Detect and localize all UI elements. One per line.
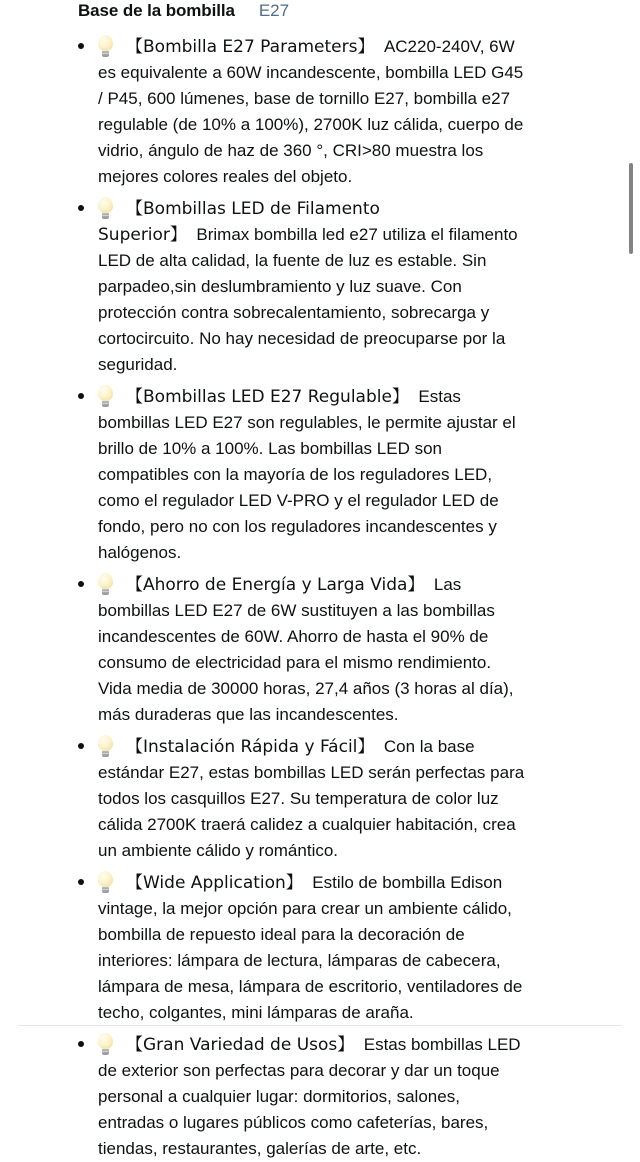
feature-list-item: [0, 734, 640, 864]
feature-title: 【Gran Variedad de Usos】: [126, 1035, 355, 1055]
feature-title: 【Bombillas LED E27 Regulable】: [126, 387, 409, 407]
feature-title: 【Ahorro de Energía y Larga Vida】: [126, 575, 425, 595]
feature-body: Estas bombillas LED E27 son regulables, le permite ajustar el brillo de 10% a 100%. Las bombillas LED son compatibles con la mayoría de los reguladores LED, como el regulador LED V-PRO y el regulador LED de fondo, pero no con los reguladores incandescentes y halógenos.: [98, 387, 516, 562]
feature-body: Brimax bombilla led e27 utiliza el filamento LED de alta calidad, la fuente de luz es estable. Sin parpadeo,sin deslumbramiento y luz suave. Con protección contra sobrecalentamiento, sobrecarga y cortocircuito. No hay necesidad de preocuparse por la seguridad.: [98, 225, 518, 374]
feature-list-item: [0, 34, 640, 190]
vertical-scrollbar[interactable]: [626, 0, 640, 1030]
bullet-point-icon: [78, 393, 84, 399]
bullet-point-icon: [78, 581, 84, 587]
feature-title: 【Bombilla E27 Parameters】: [126, 37, 375, 57]
bullet-point-icon: [78, 879, 84, 885]
feature-list-item: [0, 1032, 640, 1162]
feature-body: Estilo de bombilla Edison vintage, la mejor opción para crear un ambiente cálido, bombilla de repuesto ideal para la decoración de interiores: lámpara de lectura, lámparas de cabecera, lámpara de mesa, lámpara de escritorio, ventiladores de techo, colgantes, mini lámparas de araña.: [98, 873, 523, 1022]
attribute-value-link[interactable]: E27: [258, 1, 290, 20]
feature-title: 【Bombillas LED de Filamento Superior】: [98, 199, 380, 245]
light-bulb-icon: [97, 197, 114, 219]
light-bulb-icon: [97, 385, 114, 407]
feature-title: 【Wide Application】: [126, 873, 303, 893]
feature-body: Estas bombillas LED de exterior son perfectas para decorar y dar un toque personal a cualquier lugar: dormitorios, salones, entradas o lugares públicos como cafeterías, bares, tiendas, restaurantes, galerías de arte, etc.: [98, 1035, 521, 1158]
feature-body: Las bombillas LED E27 de 6W sustituyen a las bombillas incandescentes de 60W. Ahorro de hasta el 90% de consumo de electricidad para el mismo rendimiento. Vida media de 30000 horas, 27,4 años (3 horas al día), más duraderas que las incandescentes.: [98, 575, 514, 724]
feature-list-item: [0, 572, 640, 728]
feature-title: 【Instalación Rápida y Fácil】: [126, 737, 375, 757]
bullet-point-icon: [78, 205, 84, 211]
feature-body: Con la base estándar E27, estas bombillas LED serán perfectas para todos los casquillos E27. Su temperatura de color luz cálida 2700K traerá calidez a cualquier habitación, crea un ambiente cálido y romántico.: [98, 737, 525, 860]
light-bulb-icon: [97, 35, 114, 57]
light-bulb-icon: [97, 1033, 114, 1055]
feature-list-item: [0, 196, 640, 378]
light-bulb-icon: [97, 871, 114, 893]
bullet-point-icon: [78, 743, 84, 749]
light-bulb-icon: [97, 735, 114, 757]
scrollbar-thumb[interactable]: [629, 163, 633, 254]
feature-bullet-list: [0, 34, 640, 1162]
bullet-point-icon: [78, 1041, 84, 1047]
feature-list-item: [0, 384, 640, 566]
attribute-label: Base de la bombilla: [78, 1, 235, 20]
section-divider: [18, 1025, 622, 1026]
bullet-point-icon: [78, 43, 84, 49]
product-attribute-row: [0, 0, 640, 28]
feature-list-item: [0, 870, 640, 1026]
feature-body: AC220-240V, 6W es equivalente a 60W incandescente, bombilla LED G45 / P45, 600 lúmenes, base de tornillo E27, bombilla e27 regulable (de 10% a 100%), 2700K luz cálida, cuerpo de vidrio, ángulo de haz de 360 °, CRI>80 muestra los mejores colores reales del objeto.: [98, 37, 524, 186]
light-bulb-icon: [97, 573, 114, 595]
